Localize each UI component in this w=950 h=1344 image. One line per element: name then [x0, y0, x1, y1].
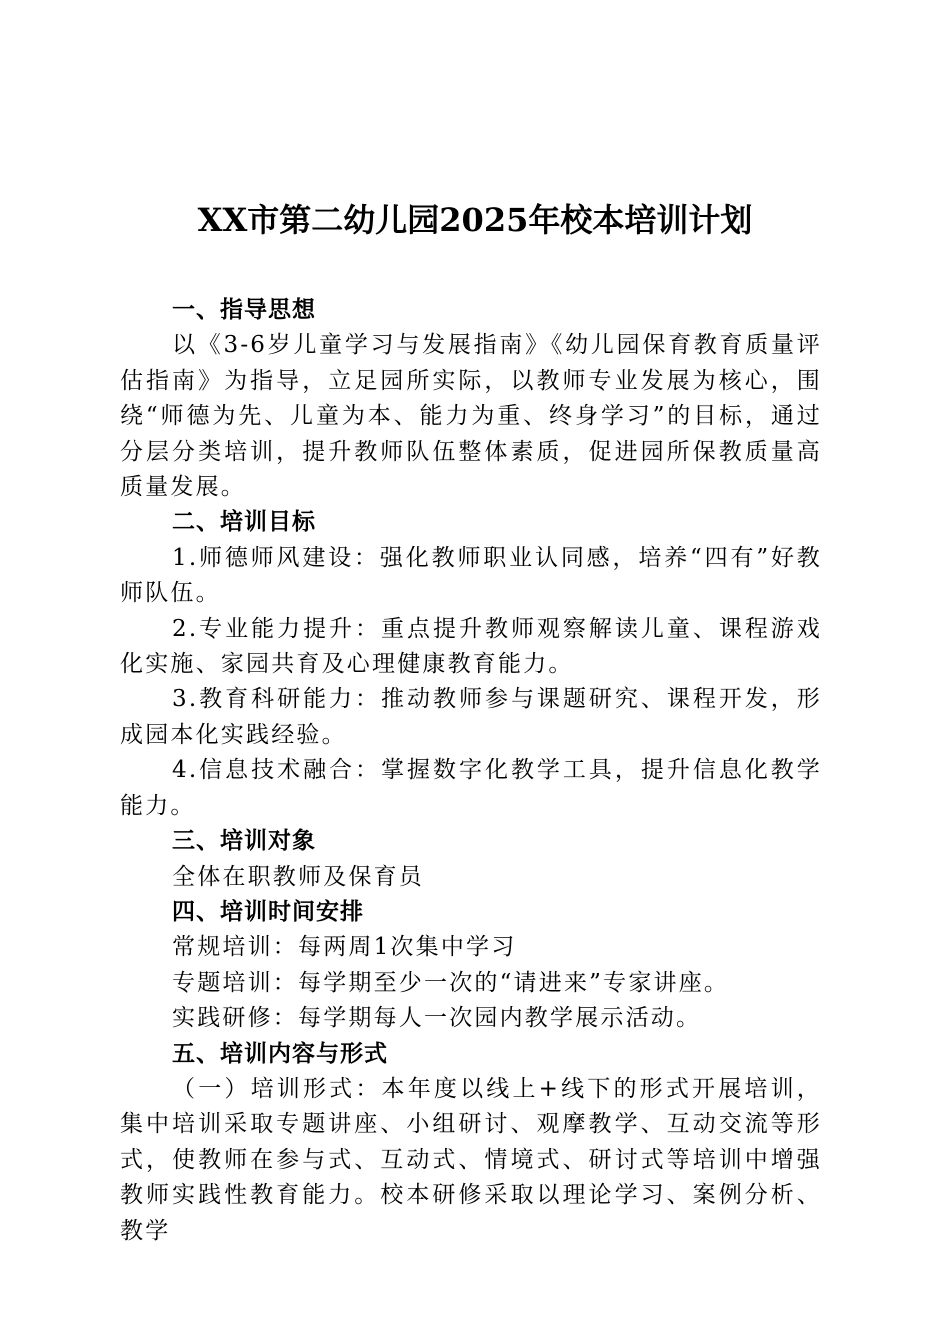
- document-body: [120, 293, 822, 1249]
- section-heading-goals: 二、培训目标: [172, 509, 316, 536]
- document-title: XX市第二幼儿园2025年校本培训计划: [197, 201, 753, 239]
- section-heading-targets: 三、培训对象: [172, 828, 316, 855]
- goal-item: 1.师德师风建设：强化教师职业认同感，培养“四有”好教师队伍。: [120, 544, 822, 607]
- goal-item: 4.信息技术融合：掌握数字化教学工具，提升信息化教学能力。: [120, 757, 822, 819]
- goal-item: 2.专业能力提升：重点提升教师观察解读儿童、课程游戏化实施、家园共育及心理健康教育能力。: [120, 615, 822, 678]
- paragraph-guiding: 以《3-6岁儿童学习与发展指南》《幼儿园保育教育质量评估指南》为指导，立足园所实际，以教师专业发展为核心，围绕“师德为先、儿童为本、能力为重、终身学习”的目标，通过分层分类培训，提升教师队伍整体素质，促进园所保教质量高质量发展。: [120, 332, 822, 501]
- section-heading-content: 五、培训内容与形式: [172, 1040, 388, 1067]
- paragraph-targets: 全体在职教师及保育员: [172, 863, 424, 890]
- section-heading-schedule: 四、培训时间安排: [172, 898, 364, 925]
- schedule-item: 专题培训：每学期至少一次的“请进来”专家讲座。: [172, 969, 730, 996]
- goal-item: 3.教育科研能力：推动教师参与课题研究、课程开发，形成园本化实践经验。: [120, 686, 822, 748]
- schedule-item: 实践研修：每学期每人一次园内教学展示活动。: [172, 1005, 702, 1032]
- section-heading-guiding: 一、指导思想: [172, 297, 316, 323]
- schedule-item: 常规培训：每两周1次集中学习: [172, 934, 517, 961]
- paragraph-content-form: （一）培训形式：本年度以线上+线下的形式开展培训，集中培训采取专题讲座、小组研讨、观摩教学、互动交流等形式，使教师在参与式、互动式、情境式、研讨式等培训中增强教师实践性教育能力。校本研修采取以理论学习、案例分析、教学: [120, 1075, 822, 1244]
